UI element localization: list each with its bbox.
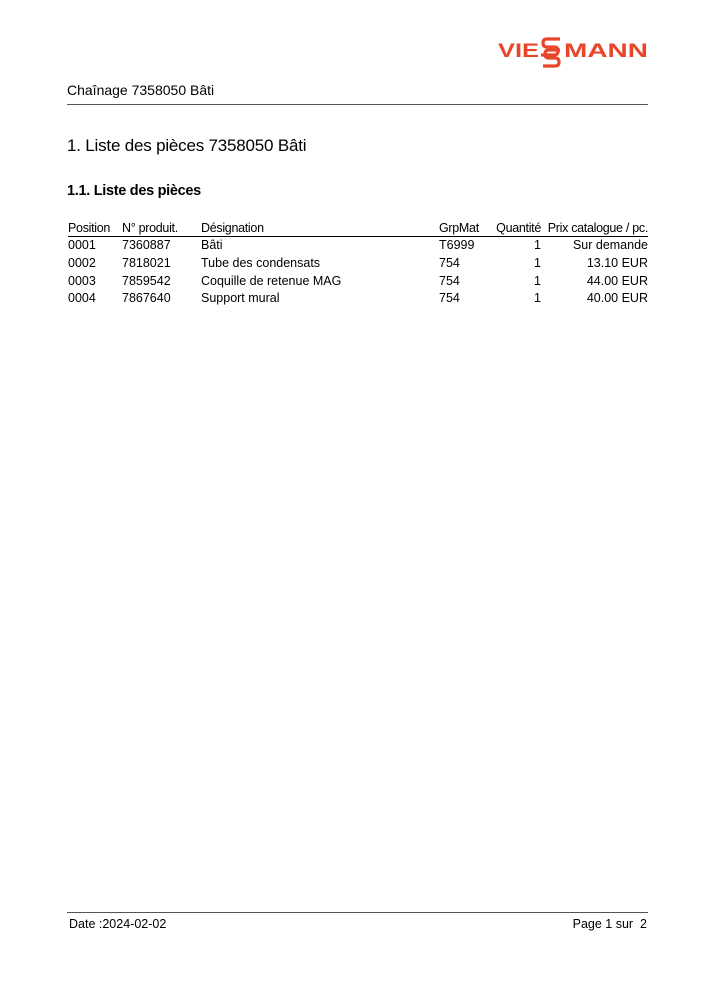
cell-position: 0002 xyxy=(68,255,96,270)
subsection-heading: 1.1. Liste des pièces xyxy=(67,183,201,199)
cell-product-number: 7360887 xyxy=(122,238,171,252)
cell-product-number: 7818021 xyxy=(122,255,171,270)
viessmann-logo xyxy=(498,36,648,70)
column-header-position: Position xyxy=(68,220,122,237)
svg-text:MANN: MANN xyxy=(564,41,648,62)
column-header-designation: Désignation xyxy=(201,220,439,237)
page-label: Page 1 sur xyxy=(572,917,634,931)
cell-quantity: 1 xyxy=(534,291,541,306)
cell-grpmat: 754 xyxy=(439,273,460,288)
svg-text:VIE: VIE xyxy=(498,41,539,62)
cell-quantity: 1 xyxy=(534,238,541,252)
page-indicator xyxy=(573,917,647,931)
cell-designation: Coquille de retenue MAG xyxy=(201,273,342,288)
page-total: 2 xyxy=(640,917,647,931)
cell-grpmat: 754 xyxy=(439,291,460,306)
cell-designation: Tube des condensats xyxy=(201,255,321,270)
section-heading: 1. Liste des pièces 7358050 Bâti xyxy=(67,136,307,155)
cell-position: 0003 xyxy=(68,273,96,288)
table-row xyxy=(68,237,648,255)
cell-quantity: 1 xyxy=(534,255,541,270)
cell-quantity: 1 xyxy=(534,273,541,288)
cell-price: Sur demande xyxy=(572,238,648,252)
cell-position: 0004 xyxy=(68,291,96,306)
cell-price: 13.10 EUR xyxy=(586,255,648,270)
cell-position: 0001 xyxy=(68,238,96,252)
footer-divider xyxy=(67,912,648,913)
table-row xyxy=(68,255,648,273)
cell-price: 44.00 EUR xyxy=(586,273,648,288)
cell-grpmat: 754 xyxy=(439,255,460,270)
column-header-product-number: N° produit. xyxy=(122,220,201,237)
column-header-quantity: Quantité xyxy=(491,220,541,237)
footer-date: Date :2024-02-02 xyxy=(69,917,167,931)
cell-grpmat: T6999 xyxy=(439,238,475,252)
document-header-title: Chaînage 7358050 Bâti xyxy=(67,82,215,98)
header-divider xyxy=(67,104,648,105)
table-header-row xyxy=(68,220,648,237)
parts-table xyxy=(68,220,648,308)
cell-product-number: 7859542 xyxy=(122,273,171,288)
column-header-grpmat: GrpMat xyxy=(439,220,491,237)
cell-product-number: 7867640 xyxy=(122,291,171,306)
cell-designation: Bâti xyxy=(201,238,223,252)
cell-designation: Support mural xyxy=(201,291,280,306)
table-row xyxy=(68,290,648,308)
cell-price: 40.00 EUR xyxy=(586,291,648,306)
table-row xyxy=(68,273,648,291)
column-header-price: Prix catalogue / pc. xyxy=(541,220,648,237)
